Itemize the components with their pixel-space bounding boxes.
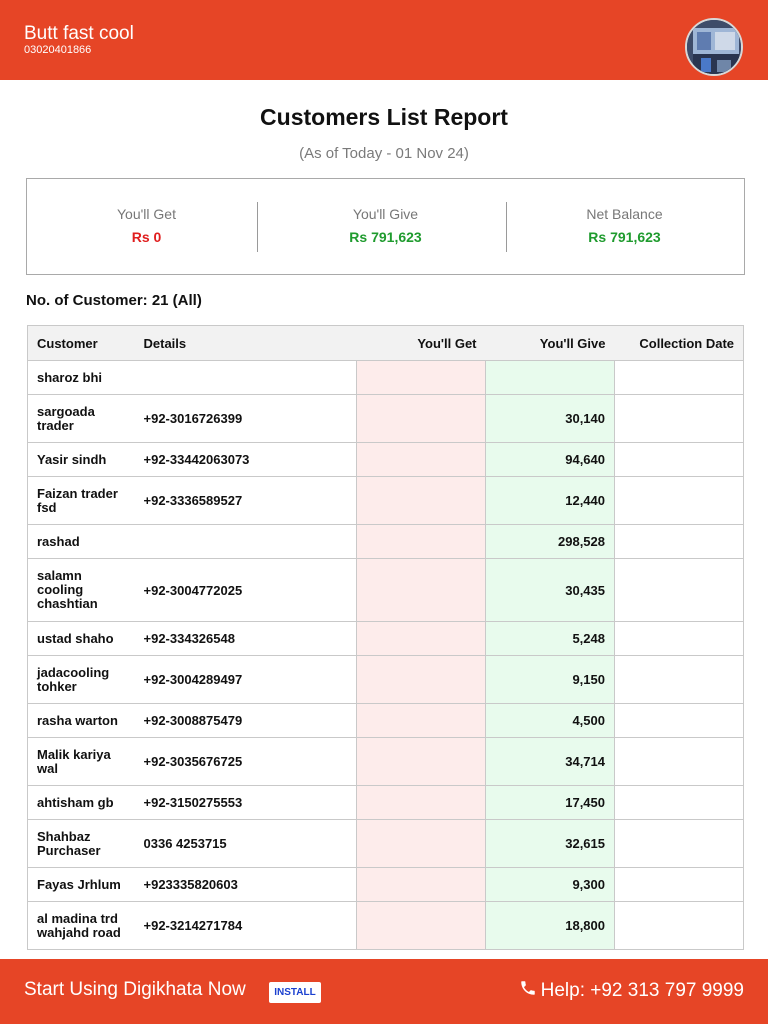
table-row	[28, 395, 744, 443]
column-header-customer: Customer	[28, 326, 135, 361]
summary-give-value: Rs 791,623	[349, 229, 422, 245]
summary-net-label: Net Balance	[586, 206, 663, 222]
customer-name: salamn cooling chashtian	[28, 559, 135, 622]
install-button[interactable]: INSTALL	[269, 982, 321, 1003]
table-row	[28, 704, 744, 738]
customer-details: +92-3214271784	[135, 902, 357, 950]
report-title: Customers List Report	[260, 104, 508, 130]
column-header-get: You'll Get	[357, 326, 486, 361]
customer-details: +92-3150275553	[135, 786, 357, 820]
customer-name: Yasir sindh	[28, 443, 135, 477]
collection-date	[615, 622, 744, 656]
collection-date	[615, 525, 744, 559]
customer-name: ahtisham gb	[28, 786, 135, 820]
you-will-give: 5,248	[486, 622, 615, 656]
table-row	[28, 738, 744, 786]
table-row	[28, 622, 744, 656]
customer-name: Malik kariya wal	[28, 738, 135, 786]
customer-details: 0336 4253715	[135, 820, 357, 868]
customer-details: +92-334326548	[135, 622, 357, 656]
you-will-give: 30,140	[486, 395, 615, 443]
you-will-give: 17,450	[486, 786, 615, 820]
collection-date	[615, 477, 744, 525]
summary-net	[505, 179, 744, 274]
customer-name: rashad	[28, 525, 135, 559]
customer-details: +92-3336589527	[135, 477, 357, 525]
collection-date	[615, 704, 744, 738]
table-row	[28, 656, 744, 704]
help-text: Help: +92 313 797 9999	[540, 980, 744, 1001]
help-line[interactable]	[519, 979, 744, 1003]
collection-date	[615, 656, 744, 704]
customer-details: +92-3004772025	[135, 559, 357, 622]
customer-name: al madina trd wahjahd road	[28, 902, 135, 950]
summary-get-label: You'll Get	[117, 206, 176, 222]
summary-get-value: Rs 0	[131, 229, 162, 245]
you-will-get	[357, 820, 486, 868]
you-will-get	[357, 477, 486, 525]
summary-give-label: You'll Give	[352, 206, 419, 222]
table-row	[28, 868, 744, 902]
you-will-get	[357, 738, 486, 786]
customers-table	[27, 325, 743, 950]
table-row	[28, 477, 744, 525]
customer-details: +92-33442063073	[135, 443, 357, 477]
cta-text: Start Using Digikhata Now	[24, 979, 246, 1000]
you-will-give: 9,150	[486, 656, 615, 704]
customer-details: +92-3004289497	[135, 656, 357, 704]
you-will-get	[357, 786, 486, 820]
summary-box	[26, 178, 745, 275]
collection-date	[615, 820, 744, 868]
customer-details: +92-3016726399	[135, 395, 357, 443]
you-will-give: 30,435	[486, 559, 615, 622]
table-row	[28, 786, 744, 820]
summary-give	[266, 179, 505, 274]
you-will-get	[357, 361, 486, 395]
customer-name: Faizan trader fsd	[28, 477, 135, 525]
you-will-give: 32,615	[486, 820, 615, 868]
shop-name: Butt fast cool	[24, 23, 134, 44]
column-header-details: Details	[135, 326, 357, 361]
you-will-get	[357, 656, 486, 704]
column-header-collection-date: Collection Date	[615, 326, 744, 361]
table-row	[28, 443, 744, 477]
customer-count: No. of Customer: 21 (All)	[26, 292, 202, 309]
shop-phone: 03020401866	[24, 44, 92, 56]
collection-date	[615, 786, 744, 820]
you-will-get	[357, 704, 486, 738]
customer-name: sharoz bhi	[28, 361, 135, 395]
you-will-get	[357, 622, 486, 656]
you-will-get	[357, 525, 486, 559]
table-row	[28, 820, 744, 868]
you-will-give: 9,300	[486, 868, 615, 902]
you-will-get	[357, 902, 486, 950]
summary-divider	[257, 202, 258, 252]
you-will-get	[357, 559, 486, 622]
collection-date	[615, 443, 744, 477]
customer-details	[135, 361, 357, 395]
customer-name: sargoada trader	[28, 395, 135, 443]
collection-date	[615, 361, 744, 395]
summary-net-value: Rs 791,623	[588, 229, 661, 245]
you-will-give: 18,800	[486, 902, 615, 950]
you-will-get	[357, 868, 486, 902]
you-will-get	[357, 443, 486, 477]
shop-photo-icon[interactable]	[685, 18, 743, 76]
you-will-give: 4,500	[486, 704, 615, 738]
phone-icon	[519, 979, 537, 1003]
top-bar	[0, 0, 768, 80]
customer-name: jadacooling tohker	[28, 656, 135, 704]
table-row	[28, 559, 744, 622]
table-row	[28, 902, 744, 950]
customer-details: +923335820603	[135, 868, 357, 902]
report-subtitle: (As of Today - 01 Nov 24)	[299, 145, 469, 162]
customer-name: Fayas Jrhlum	[28, 868, 135, 902]
you-will-give: 34,714	[486, 738, 615, 786]
collection-date	[615, 902, 744, 950]
you-will-give: 298,528	[486, 525, 615, 559]
customer-name: rasha warton	[28, 704, 135, 738]
table-header-row	[28, 326, 744, 361]
table-row	[28, 525, 744, 559]
collection-date	[615, 738, 744, 786]
column-header-give: You'll Give	[486, 326, 615, 361]
customer-name: Shahbaz Purchaser	[28, 820, 135, 868]
customer-name: ustad shaho	[28, 622, 135, 656]
you-will-get	[357, 395, 486, 443]
customer-details: +92-3008875479	[135, 704, 357, 738]
collection-date	[615, 395, 744, 443]
summary-get	[27, 179, 266, 274]
you-will-give: 94,640	[486, 443, 615, 477]
bottom-bar	[0, 959, 768, 1024]
table-row	[28, 361, 744, 395]
collection-date	[615, 868, 744, 902]
customer-details: +92-3035676725	[135, 738, 357, 786]
you-will-give: 12,440	[486, 477, 615, 525]
customer-details	[135, 525, 357, 559]
collection-date	[615, 559, 744, 622]
you-will-give	[486, 361, 615, 395]
